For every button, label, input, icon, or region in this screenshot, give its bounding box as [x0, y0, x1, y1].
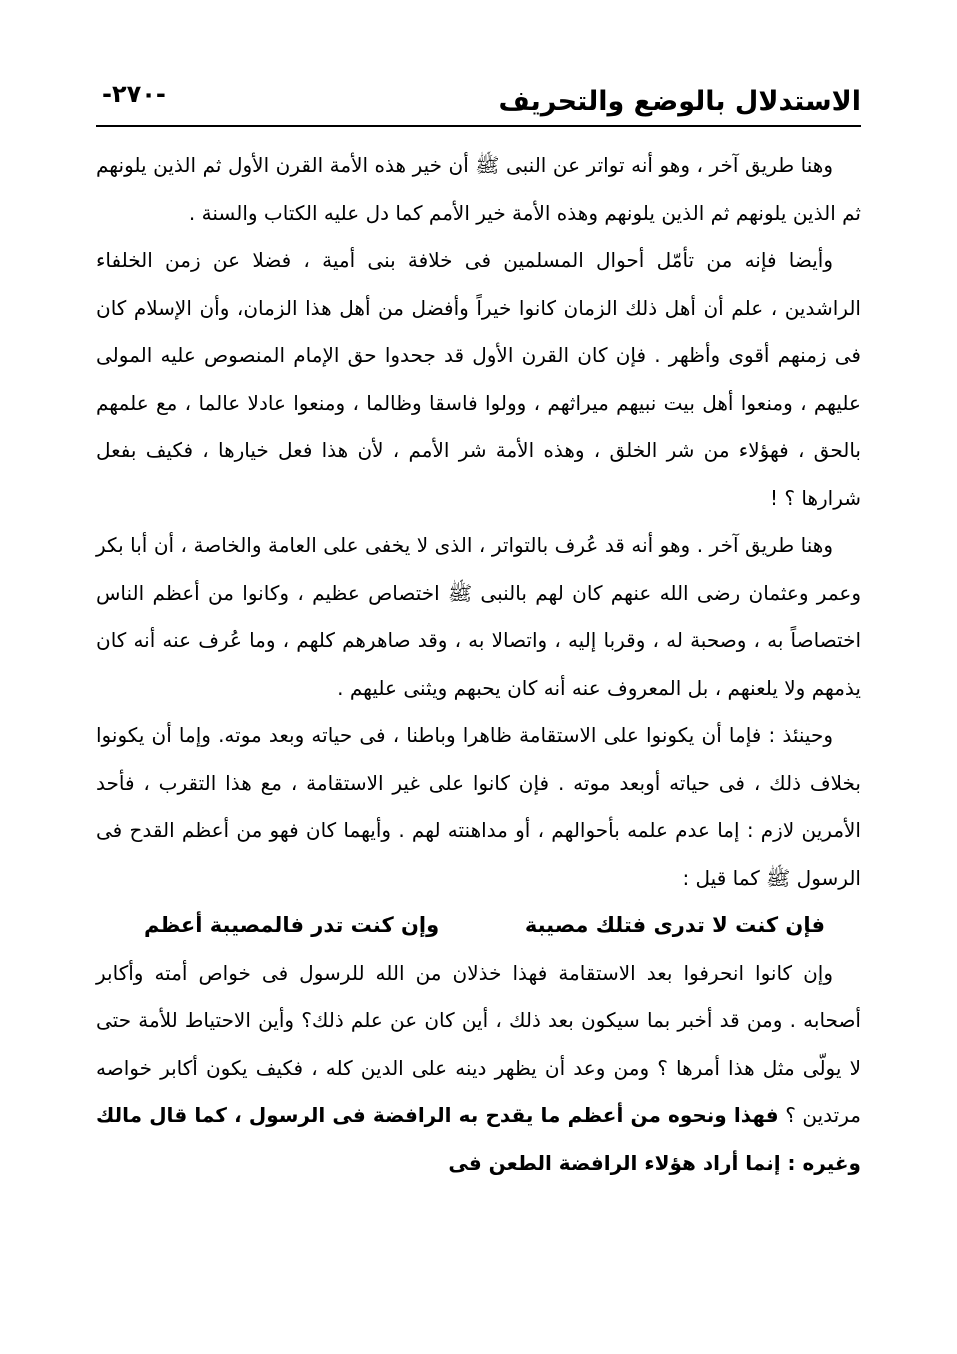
page-number: -٢٧٠-	[102, 80, 166, 108]
body-text	[96, 142, 861, 1187]
verse-first-hemistich: فإن كنت لا تدرى فتلك مصيبة	[524, 913, 825, 937]
paragraph-5-bold: فهذا ونحوه من أعظم ما يقدح به الرافضة فى الرسول ، كما قال مالك وغيره : إنما أراد هؤلاء الرافضة الطعن فى	[96, 1103, 861, 1175]
paragraph-5-regular: وإن كانوا انحرفوا بعد الاستقامة فهذا خذلان من الله للرسول فى خواص أمته وأكابر أصحابه . ومن قد أخبر بما سيكون بعد ذلك ، أين كان عن علم ذلك؟ وأين الاحتياط للأمة حتى لا يولّى مثل هذا أمرها ؟ ومن وعد أن يظهر دينه على الدين كله ، فكيف يكون أكابر خواصه مرتدين ؟	[96, 960, 861, 1127]
paragraph-5	[96, 950, 861, 1188]
paragraph-3: وهنا طريق آخر . وهو أنه قد عُرف بالتواتر ، الذى لا يخفى على العامة والخاصة ، أن أبا بكر وعمر وعثمان رضى الله عنهم كان لهم بالنبى ﷺ اختصاص عظيم ، وكانوا من أعظم الناس اختصاصاً به ، وصحبة له ، وقربا إليه ، واتصالا به ، وقد صاهرهم كلهم ، وما عُرف عنه أنه كان يذمهم ولا يلعنهم ، بل المعروف عنه أنه كان يحبهم ويثنى عليهم .	[96, 533, 861, 700]
verse-second-hemistich: وإن كنت تدر فالمصيبة أعظم	[144, 913, 440, 937]
poetry-verse	[96, 902, 861, 950]
header-divider	[96, 125, 861, 127]
paragraph-1: وهنا طريق آخر ، وهو أنه تواتر عن النبى ﷺ أن خير هذه الأمة القرن الأول ثم الذين يلونهم ثم الذين يلونهم ثم الذين يلونهم وهذه الأمة خير الأمم كما دل عليه الكتاب والسنة .	[96, 153, 861, 225]
page-header	[96, 74, 861, 130]
running-title: الاستدلال بالوضع والتحريف	[498, 86, 861, 117]
paragraph-4: وحينئذ : فإما أن يكونوا على الاستقامة ظاهرا وباطنا ، فى حياته وبعد موته. وإما أن يكونوا بخلاف ذلك ، فى حياته أوبعد موته . فإن كانوا على غير الاستقامة ، مع هذا التقرب ، فأحد الأمرين لازم : إما عدم علمه بأحوالهم ، أو مداهنته لهم . وأيهما كان فهو من أعظم القدح فى الرسول ﷺ كما قيل :	[96, 723, 861, 890]
paragraph-2: وأيضا فإنه من تأمّل أحوال المسلمين فى خلافة بنى أمية ، فضلا عن زمن الخلفاء الراشدين ، علم أن أهل ذلك الزمان كانوا خيراً وأفضل من أهل هذا الزمان، وأن الإسلام كان فى زمنهم أقوى وأظهر . فإن كان القرن الأول قد جحدوا حق الإمام المنصوص عليه المولى عليهم ، ومنعوا أهل بيت نبيهم ميراثهم ، وولوا فاسقا وظالما ، ومنعوا عادلا عالما ، مع علمهم بالحق ، فهؤلاء من شر الخلق ، وهذه الأمة شر الأمم ، لأن هذا فعل خيارها ، فكيف بفعل شرارها ؟ !	[96, 248, 861, 510]
